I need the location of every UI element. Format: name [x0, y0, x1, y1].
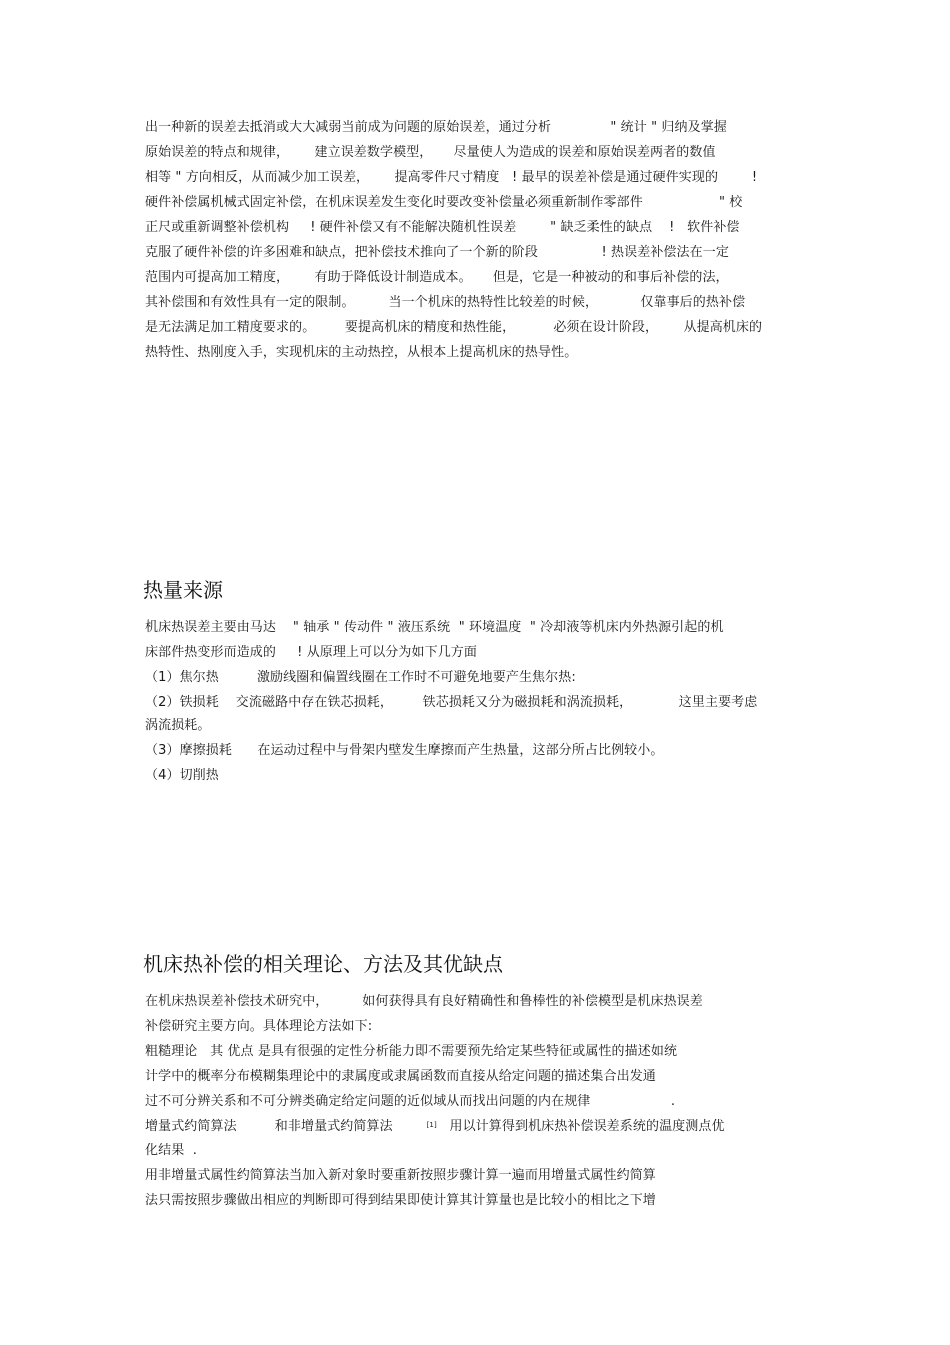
paragraph-line: 涡流损耗。 — [145, 718, 211, 733]
paragraph-line: 用非增量式属性约简算法当加入新对象时要重新按照步骤计算一遍而用增量式属性约简算 — [145, 1168, 656, 1183]
line-text: 用以计算得到机床热补偿误差系统的温度测点优 — [436, 1119, 725, 1134]
paragraph-line: 范围内可提高加工精度， 有助于降低设计制造成本。 但是，它是一种被动的和事后补偿的法， — [145, 270, 729, 285]
paragraph-line: 床部件热变形而造成的 ! 从原理上可以分为如下几方面 — [145, 645, 478, 660]
paragraph-line: 出一种新的误差去抵消或大大减弱当前成为问题的原始误差，通过分析 " 统计 " 归纳及掌握 — [145, 120, 727, 135]
paragraph-line: 在机床热误差补偿技术研究中， 如何获得具有良好精确性和鲁棒性的补偿模型是机床热误差 — [145, 994, 703, 1009]
paragraph-line: 克服了硬件补偿的许多困难和缺点，把补偿技术推向了一个新的阶段 ! 热误差补偿法在一定 — [145, 245, 729, 260]
citation-marker: [1] — [426, 1121, 437, 1129]
paragraph-line: 正尺或重新调整补偿机构 ! 硬件补偿又有不能解决随机性误差 " 缺乏柔性的缺点 ! 软件补偿 — [145, 220, 740, 235]
paragraph-line: 过不可分辨关系和不可分辨类确定给定问题的近似域从而找出问题的内在规律 . — [145, 1094, 676, 1109]
paragraph-line: 计学中的概率分布模糊集理论中的隶属度或隶属函数而直接从给定问题的描述集合出发通 — [145, 1069, 656, 1084]
paragraph-line: 相等 " 方向相反，从而减少加工误差， 提高零件尺寸精度 ! 最早的误差补偿是通过硬件实现的 ! — [145, 170, 758, 185]
paragraph-line: 机床热误差主要由马达 " 轴承 " 传动件 " 液压系统 " 环境温度 " 冷却液等机床内外热源引起的机 — [145, 620, 724, 635]
paragraph-line: 法只需按照步骤做出相应的判断即可得到结果即使计算其计算量也是比较小的相比之下增 — [145, 1193, 656, 1208]
paragraph-line: 硬件补偿属机械式固定补偿，在机床误差发生变化时要改变补偿量必须重新制作零部件 " 校 — [145, 195, 743, 210]
section-heading-heat-sources: 热量来源 — [143, 578, 223, 602]
paragraph-line: 其补偿围和有效性具有一定的限制。 当一个机床的热特性比较差的时候， 仅靠事后的热补偿 — [145, 295, 746, 310]
paragraph-line: 补偿研究主要方向。具体理论方法如下: — [145, 1019, 373, 1034]
paragraph-line — [145, 1117, 725, 1137]
list-item: （2）铁损耗 交流磁路中存在铁芯损耗， 铁芯损耗又分为磁损耗和涡流损耗， 这里主要考虑 — [145, 695, 758, 710]
list-item: （1）焦尔热 激励线圈和偏置线圈在工作时不可避免地要产生焦尔热: — [145, 670, 576, 685]
section-heading-compensation-theory: 机床热补偿的相关理论、方法及其优缺点 — [143, 952, 503, 976]
line-text: 增量式约简算法 和非增量式约简算法 — [145, 1119, 427, 1134]
list-item: （4）切削热 — [145, 768, 219, 783]
paragraph-line: 是无法满足加工精度要求的。 要提高机床的精度和热性能， 必须在设计阶段， 从提高机床的 — [145, 320, 763, 335]
paragraph-line: 热特性、热刚度入手，实现机床的主动热控，从根本上提高机床的热导性。 — [145, 345, 578, 360]
paragraph-line: 粗糙理论 其 优点 是具有很强的定性分析能力即不需要预先给定某些特征或属性的描述如统 — [145, 1044, 678, 1059]
list-item: （3）摩擦损耗 在运动过程中与骨架内壁发生摩擦而产生热量，这部分所占比例较小。 — [145, 743, 664, 758]
paragraph-line: 化结果 . — [145, 1143, 197, 1158]
paragraph-line: 原始误差的特点和规律， 建立误差数学模型， 尽量使人为造成的误差和原始误差两者的数值 — [145, 145, 716, 160]
